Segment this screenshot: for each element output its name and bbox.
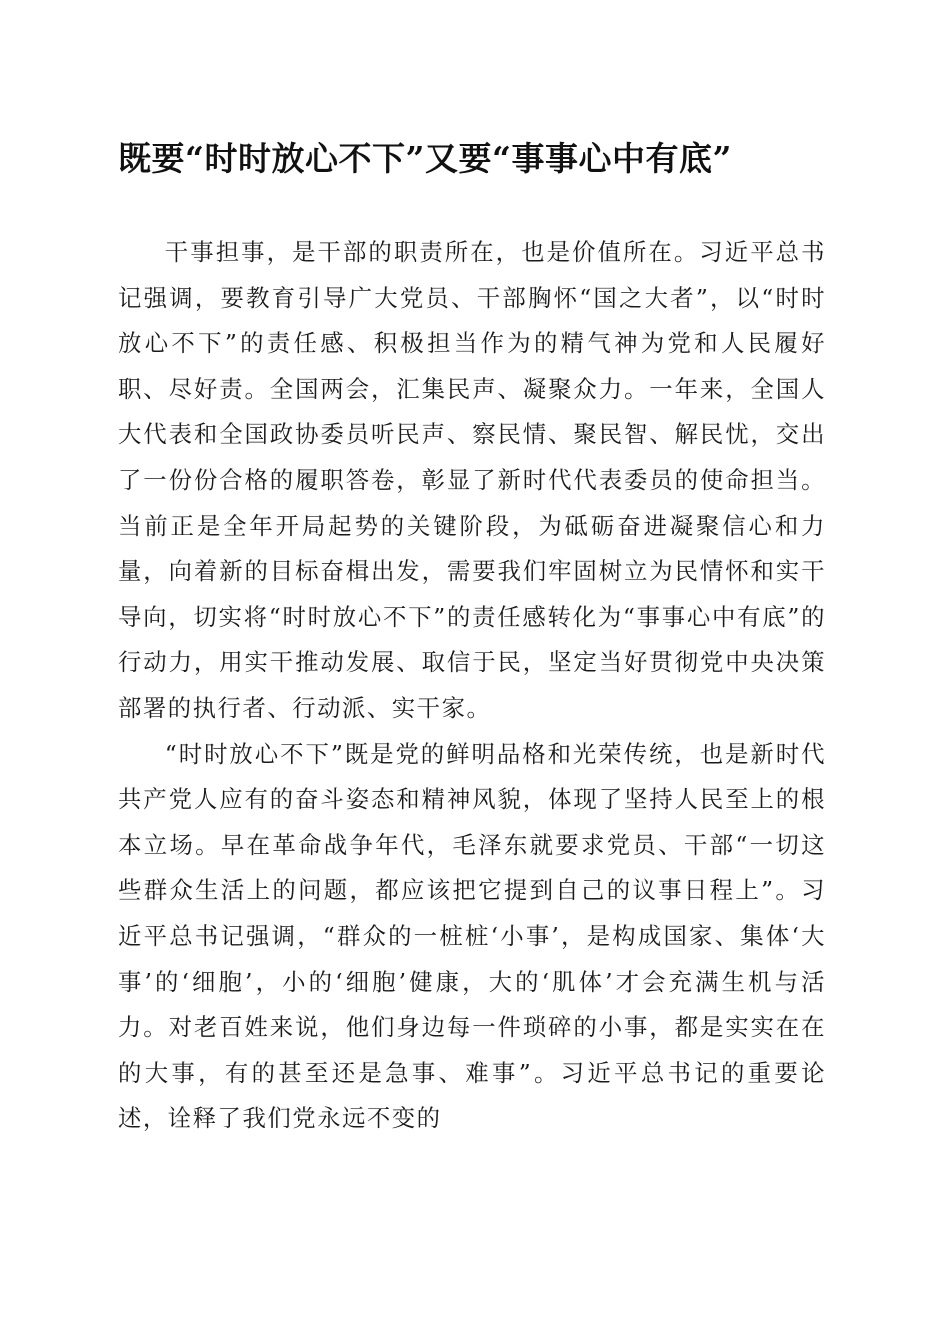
paragraph-2: “时时放心不下”既是党的鲜明品格和光荣传统，也是新时代共产党人应有的奋斗姿态和精神风貌，体现了坚持人民至上的根本立场。早在革命战争年代，毛泽东就要求党员、干部“一切这些群众生活上的问题，都应该把它提到自己的议事日程上”。习近平总书记强调，“群众的一桩桩‘小事’，是构成国家、集体‘大事’的‘细胞’，小的‘细胞’健康，大的‘肌体’才会充满生机与活力。对老百姓来说，他们身边每一件琐碎的小事，都是实实在在的大事，有的甚至还是急事、难事”。习近平总书记的重要论述，诠释了我们党永远不变的 <box>118 739 826 1133</box>
document-body <box>118 230 826 1142</box>
paragraph-1: 干事担事，是干部的职责所在，也是价值所在。习近平总书记强调，要教育引导广大党员、干部胸怀“国之大者”，以“时时放心不下”的责任感、积极担当作为的精气神为党和人民履好职、尽好责。全国两会，汇集民声、凝聚众力。一年来，全国人大代表和全国政协委员听民声、察民情、聚民智、解民忧，交出了一份份合格的履职答卷，彰显了新时代代表委员的使命担当。当前正是全年开局起势的关键阶段，为砥砺奋进凝聚信心和力量，向着新的目标奋楫出发，需要我们牢固树立为民情怀和实干导向，切实将“时时放心不下”的责任感转化为“事事心中有底”的行动力，用实干推动发展、取信于民，坚定当好贯彻党中央决策部署的执行者、行动派、实干家。 <box>118 238 826 722</box>
document-title: 既要“时时放心不下”又要“事事心中有底” <box>118 139 732 178</box>
